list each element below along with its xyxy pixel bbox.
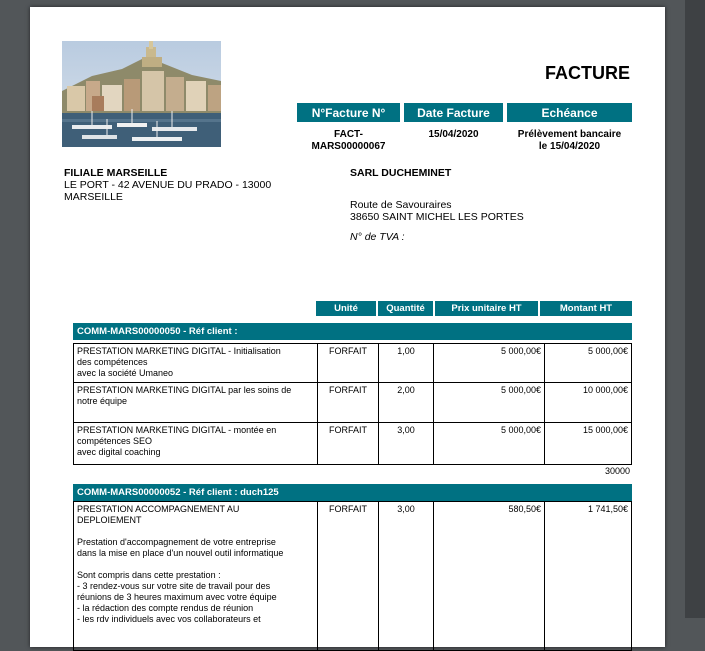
row-unit-price: 5 000,00€ — [433, 383, 544, 422]
row-unit-price: 5 000,00€ — [433, 344, 544, 382]
invoice-date-header: Date Facture — [404, 103, 503, 122]
client-address-line1: Route de Savouraires — [350, 199, 452, 211]
desc-line: avec la société Umaneo — [77, 368, 174, 378]
desc-line: réunions de 3 heures maximum avec votre équipe — [77, 592, 277, 602]
desc-line: PRESTATION MARKETING DIGITAL - Initialisation — [77, 346, 281, 356]
invoice-date-value: 15/04/2020 — [428, 129, 479, 140]
viewer-scrollbar-area[interactable] — [685, 0, 705, 618]
row-unit: FORFAIT — [317, 383, 378, 422]
row-qty: 3,00 — [378, 502, 433, 650]
due-line1: Prélèvement bancaire — [517, 129, 622, 140]
row-description — [74, 383, 317, 422]
sender-block — [64, 167, 304, 203]
client-tva-label: N° de TVA : — [350, 231, 405, 243]
invoice-number-header: N°Facture N° — [297, 103, 400, 122]
desc-line: Sont compris dans cette prestation : — [77, 570, 221, 580]
desc-line: notre équipe — [77, 396, 128, 406]
company-photo — [62, 41, 221, 147]
desc-line: PRESTATION ACCOMPAGNEMENT AU — [77, 504, 240, 514]
row-amount: 5 000,00€ — [544, 344, 631, 382]
table-row — [73, 422, 632, 465]
row-amount: 10 000,00€ — [544, 383, 631, 422]
col-unit-header: Unité — [316, 301, 376, 316]
desc-line: PRESTATION MARKETING DIGITAL - montée en — [77, 425, 277, 435]
desc-line: PRESTATION MARKETING DIGITAL par les soins de — [77, 385, 292, 395]
invoice-number-line1: FACT- — [334, 129, 363, 140]
client-block — [350, 167, 640, 243]
document-title: FACTURE — [545, 63, 630, 83]
row-qty: 3,00 — [378, 423, 433, 464]
row-amount: 1 741,50€ — [544, 502, 631, 650]
client-address — [350, 199, 640, 223]
section-subtotal: 30000 — [604, 466, 630, 476]
desc-line: dans la mise en place d'un nouvel outil informatique — [77, 548, 284, 558]
row-unit-price: 5 000,00€ — [433, 423, 544, 464]
row-unit: FORFAIT — [317, 344, 378, 382]
row-qty: 2,00 — [378, 383, 433, 422]
client-name: SARL DUCHEMINET — [350, 167, 452, 179]
desc-line: DEPLOIEMENT — [77, 515, 142, 525]
invoice-number-line2: MARS00000067 — [311, 141, 386, 152]
row-description — [74, 502, 317, 650]
desc-line: - 3 rendez-vous sur votre site de travail pour des — [77, 581, 271, 591]
sender-name: FILIALE MARSEILLE — [64, 167, 168, 179]
table-row — [73, 501, 632, 651]
col-unit-price-header: Prix unitaire HT — [435, 301, 538, 316]
desc-line: - la rédaction des compte rendus de réunion — [77, 603, 254, 613]
desc-line — [77, 559, 314, 570]
col-amount-header: Montant HT — [540, 301, 632, 316]
desc-line: avec digital coaching — [77, 447, 161, 457]
table-row — [73, 343, 632, 383]
desc-line: Prestation d'accompagnement de votre entreprise — [77, 537, 276, 547]
invoice-page — [30, 7, 665, 647]
row-description — [74, 423, 317, 464]
desc-line: des compétences — [77, 357, 148, 367]
due-date-value — [507, 129, 632, 153]
row-description — [74, 344, 317, 382]
row-unit: FORFAIT — [317, 423, 378, 464]
desc-line: - les rdv individuels avec vos collaborateurs et — [77, 614, 261, 624]
due-line2: le 15/04/2020 — [538, 141, 601, 152]
due-date-header: Echéance — [507, 103, 632, 122]
row-qty: 1,00 — [378, 344, 433, 382]
row-unit-price: 580,50€ — [433, 502, 544, 650]
desc-line: compétences SEO — [77, 436, 153, 446]
client-address-line2: 38650 SAINT MICHEL LES PORTES — [350, 211, 524, 223]
table-row — [73, 382, 632, 423]
order-section-header: COMM-MARS00000052 - Réf client : duch125 — [73, 484, 632, 501]
desc-line — [77, 526, 314, 537]
sender-address-line1: LE PORT - 42 AVENUE DU PRADO - 13000 — [64, 179, 272, 191]
row-amount: 15 000,00€ — [544, 423, 631, 464]
col-qty-header: Quantité — [378, 301, 433, 316]
order-section-header: COMM-MARS00000050 - Réf client : — [73, 323, 632, 340]
row-unit: FORFAIT — [317, 502, 378, 650]
sender-address-line2: MARSEILLE — [64, 191, 123, 203]
invoice-number-value — [297, 129, 400, 153]
